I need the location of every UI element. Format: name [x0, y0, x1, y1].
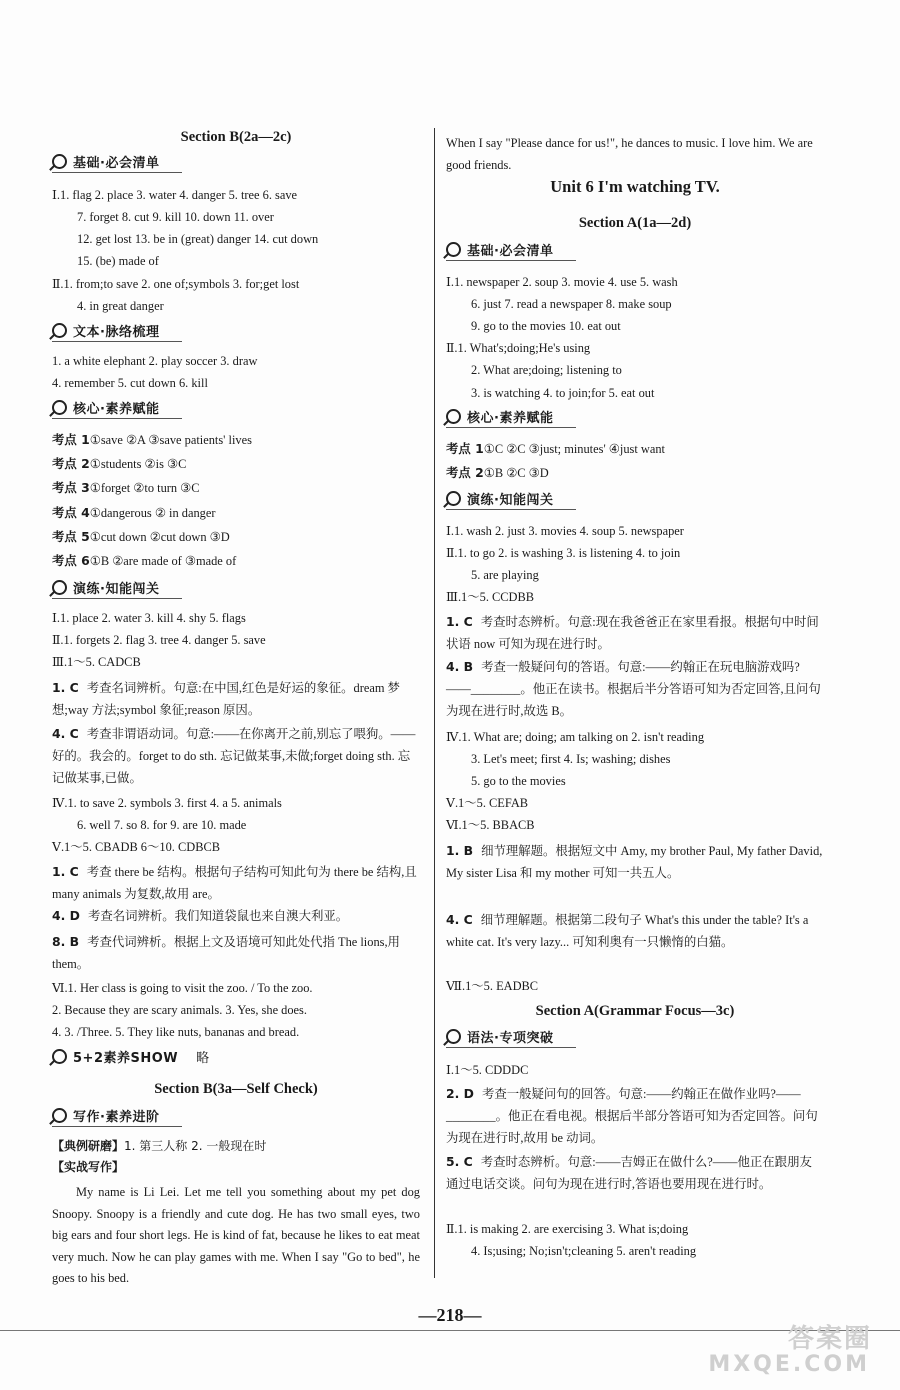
answer-line: Ⅱ.1. What's;doing;He's using [446, 341, 591, 355]
answer-line: 12. get lost 13. be in (great) danger 14. cut down [77, 232, 319, 246]
magnifier-icon [446, 1029, 461, 1044]
column-divider [434, 128, 435, 1278]
answer-line: Ⅰ.1. place 2. water 3. kill 4. shy 5. flags [52, 611, 246, 625]
answer-line: Ⅰ.1. wash 2. just 3. movies 4. soup 5. newspaper [446, 524, 684, 538]
magnifier-icon [446, 491, 461, 506]
explanation: 1. C 考查名词辨析。句意:在中国,红色是好运的象征。dream 梦想;way 方法;symbol 象征;reason 原因。 [52, 680, 400, 717]
heading-yufa: 语法·专项突破 [446, 1029, 553, 1048]
answer-line: 6. well 7. so 8. for 9. are 10. made [77, 818, 247, 832]
kaodian-line: 考点 1①save ②A ③save patients' lives [52, 432, 252, 447]
magnifier-icon [446, 409, 461, 424]
answer-line: Ⅱ.1. to go 2. is washing 3. is listening 4. to join [446, 546, 681, 560]
kaodian-line: 考点 6①B ②are made of ③made of [52, 553, 237, 568]
answer-line: 3. Let's meet; first 4. Is; washing; dishes [471, 752, 671, 766]
heading-hexin: 核心·素养赋能 [52, 400, 159, 419]
answer-line: Ⅲ.1～5. CCDBB [446, 590, 535, 604]
answer-line: 9. go to the movies 10. eat out [471, 319, 621, 333]
explanation: 4. C 考查非谓语动词。句意:——在你离开之前,别忘了喂狗。——好的。我会的。forget to do sth. 忘记做某事,未做;forget doing sth. 忘记做某事,已做。 [52, 726, 416, 785]
answer-line: 4. in great danger [77, 299, 164, 313]
heading-yanlian: 演练·知能闯关 [446, 491, 553, 510]
answer-line: 4. 3. /Three. 5. They like nuts, bananas and bread. [52, 1025, 300, 1039]
answer-line: 15. (be) made of [77, 254, 159, 268]
answer-line: 6. just 7. read a newspaper 8. make soup [471, 297, 672, 311]
answer-line: 5. are playing [471, 568, 539, 582]
magnifier-icon [52, 400, 67, 415]
answer-line: Ⅴ.1～5. CBADB 6～10. CDBCB [52, 840, 220, 854]
answer-line: Ⅶ.1～5. EADBC [446, 979, 539, 993]
heading-wenben: 文本·脉络梳理 [52, 323, 159, 342]
answer-line: Ⅵ.1. Her class is going to visit the zoo. / To the zoo. [52, 981, 313, 995]
kaodian-line: 考点 1①C ②C ③just; minutes' ④just want [446, 441, 665, 456]
page-number: — 218 — [0, 1305, 900, 1326]
answer-line: 4. Is;using; No;isn't;cleaning 5. aren't reading [471, 1244, 697, 1258]
answer-line: 4. remember 5. cut down 6. kill [52, 376, 208, 390]
essay-text: My name is Li Lei. Let me tell you something about my pet dog Snoopy. Snoopy is a friendly and cute dog. He has two small eyes, two big ears and four short legs. He is kind of fat, because he likes to eat meat very much. Now he can play games with me. When I say "Go to bed", he goes to his bed. [52, 1185, 420, 1285]
explanation: 4. C 细节理解题。根据第二段句子 What's this under the table? It's a white cat. It's very lazy... 可知利奥有一只懒惰的白猫。 [446, 912, 809, 949]
explanation: 1. B 细节理解题。根据短文中 Amy, my brother Paul, My father David, My sister Lisa 和 my mother 可知一共五人。 [446, 843, 823, 880]
answer-line: Ⅰ.1. newspaper 2. soup 3. movie 4. use 5. wash [446, 275, 678, 289]
section-title: Section B(3a—Self Check) [154, 1081, 318, 1097]
heading-show: 5+2素养SHOW 略 [52, 1049, 210, 1068]
magnifier-icon [52, 580, 67, 595]
kaodian-line: 考点 3①forget ②to turn ③C [52, 480, 200, 495]
answer-line: 2. Because they are scary animals. 3. Yes, she does. [52, 1003, 307, 1017]
kaodian-line: 考点 5①cut down ②cut down ③D [52, 529, 230, 544]
answer-line: Ⅱ.1. is making 2. are exercising 3. What is;doing [446, 1222, 689, 1236]
shizhan-tag: 【实战写作】 [52, 1160, 125, 1174]
answer-line: 5. go to the movies [471, 774, 566, 788]
watermark-url: MXQE.COM [708, 1352, 870, 1377]
dianli-line: 【典例研磨】1. 第三人称 2. 一般现在时 [52, 1139, 267, 1153]
kaodian-line: 考点 4①dangerous ② in danger [52, 505, 216, 520]
answer-line: Ⅳ.1. What are; doing; am talking on 2. isn't reading [446, 730, 705, 744]
explanation: 5. C 考查时态辨析。句意:——吉姆正在做什么?——他正在跟朋友通过电话交谈。问句为现在进行时,答语也要用现在进行时。 [446, 1154, 812, 1191]
heading-yanlian: 演练·知能闯关 [52, 580, 159, 599]
section-title: Section B(2a—2c) [180, 129, 292, 145]
magnifier-icon [52, 323, 67, 338]
answer-line: Ⅰ.1. flag 2. place 3. water 4. danger 5. tree 6. save [52, 188, 298, 202]
section-title: Section A(1a—2d) [578, 215, 692, 231]
kaodian-line: 考点 2①students ②is ③C [52, 456, 187, 471]
footer-rule [0, 1330, 900, 1331]
answer-line: Ⅱ.1. forgets 2. flag 3. tree 4. danger 5. save [52, 633, 266, 647]
explanation: 2. D 考查一般疑问句的回答。句意:——约翰正在做作业吗?——________。他正在看电视。根据后半部分答语可知为否定回答。问句为现在进行时,故用 be 动词。 [446, 1086, 818, 1145]
answer-line: Ⅵ.1～5. BBACB [446, 818, 535, 832]
watermark-logo: 答案圈 [787, 1324, 872, 1354]
kaodian-line: 考点 2①B ②C ③D [446, 465, 549, 480]
section-title: Section A(Grammar Focus—3c) [535, 1003, 735, 1019]
explanation: 4. B 考查一般疑问句的答语。句意:——约翰正在玩电脑游戏吗?——________。他正在读书。根据后半分答语可知为否定回答,且问句为现在进行时,故选 B。 [446, 659, 821, 718]
answer-line: Ⅴ.1～5. CEFAB [446, 796, 529, 810]
answer-line: Ⅱ.1. from;to save 2. one of;symbols 3. for;get lost [52, 277, 300, 291]
heading-hexin: 核心·素养赋能 [446, 409, 553, 428]
heading-jichu: 基础·必会清单 [446, 242, 553, 261]
heading-xiezuo: 写作·素养进阶 [52, 1108, 159, 1127]
magnifier-icon [52, 1049, 67, 1064]
answer-line: 2. What are;doing; listening to [471, 363, 622, 377]
magnifier-icon [52, 1108, 67, 1123]
explanation: 8. B 考查代词辨析。根据上文及语境可知此处代指 The lions,用 them。 [52, 934, 400, 971]
magnifier-icon [446, 242, 461, 257]
unit-title: Unit 6 I'm watching TV. [550, 177, 720, 196]
answer-line: Ⅳ.1. to save 2. symbols 3. first 4. a 5. animals [52, 796, 282, 810]
answer-line: Ⅰ.1～5. CDDDC [446, 1063, 529, 1077]
magnifier-icon [52, 154, 67, 169]
answer-line: 1. a white elephant 2. play soccer 3. draw [52, 354, 258, 368]
explanation: 4. D 考查名词辨析。我们知道袋鼠也来自澳大利亚。 [52, 908, 349, 923]
answer-line: Ⅲ.1～5. CADCB [52, 655, 141, 669]
explanation: 1. C 考查 there be 结构。根据句子结构可知此句为 there be 结构,且 many animals 为复数,故用 are。 [52, 864, 417, 901]
heading-jichu: 基础·必会清单 [52, 154, 159, 173]
answer-line: 7. forget 8. cut 9. kill 10. down 11. over [77, 210, 274, 224]
explanation: 1. C 考查时态辨析。句意:现在我爸爸正在家里看报。根据句中时间状语 now 可知为现在进行时。 [446, 614, 819, 651]
answer-line: 3. is watching 4. to join;for 5. eat out [471, 386, 655, 400]
essay-continued: When I say "Please dance for us!", he dances to music. I love him. We are good friends. [446, 136, 813, 172]
